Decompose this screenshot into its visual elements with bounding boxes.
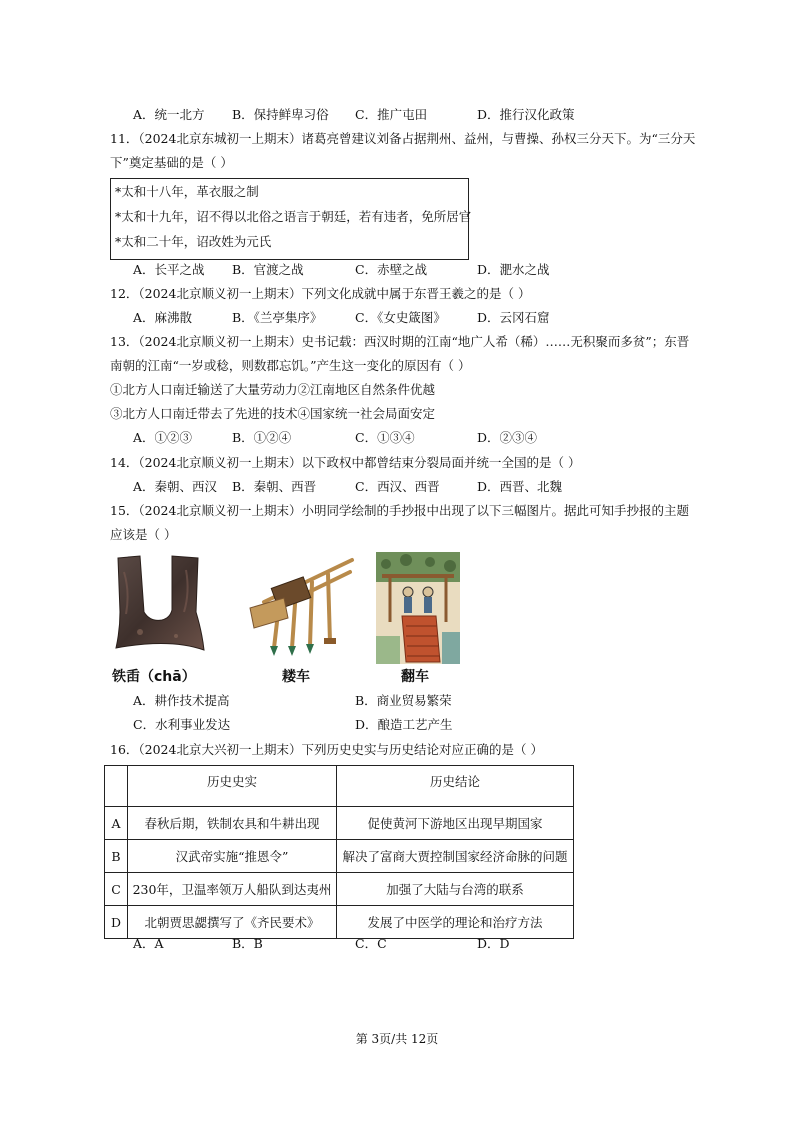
seed-drill-image (244, 552, 356, 662)
q14-option-b: B．秦朝、西晋 (232, 479, 317, 494)
row-key: B (105, 840, 128, 873)
q13-option-c: C．①③④ (355, 430, 415, 445)
row-conclusion: 促使黄河下游地区出现早期国家 (337, 807, 574, 840)
q12-option-a: A．麻沸散 (133, 310, 193, 325)
q11-option-a: A．长平之战 (133, 262, 205, 277)
q11-box-line2: *太和十九年，诏不得以北俗之语言于朝廷，若有违者，免所居官 (115, 209, 472, 224)
row-conclusion: 解决了富商大贾控制国家经济命脉的问题 (337, 840, 574, 873)
iron-spade-caption: 铁臿（chā） (112, 669, 196, 685)
iron-spade-image (110, 552, 206, 664)
q16-option-b: B．B (232, 936, 263, 951)
chain-pump-image (376, 552, 460, 664)
q13-items-line1: ①北方人口南迁输送了大量劳动力②江南地区自然条件优越 (110, 382, 436, 397)
q16-option-c: C．C (355, 936, 387, 951)
q12-stem: 12．（2024北京顺义初一上期末）下列文化成就中属于东晋王羲之的是（ ） (110, 286, 531, 301)
q16-option-a: A．A (133, 936, 164, 951)
q13-option-b: B．①②④ (232, 430, 292, 445)
q11-box-line1: *太和十八年，革衣服之制 (115, 184, 259, 199)
table-row (105, 807, 574, 840)
row-key: A (105, 807, 128, 840)
row-key: D (105, 906, 128, 939)
q16-option-d: D．D (477, 936, 510, 951)
row-conclusion: 加强了大陆与台湾的联系 (337, 873, 574, 906)
q15-option-c: C．水利事业发达 (133, 717, 231, 732)
q12-option-b: B．《兰亭集序》 (232, 310, 323, 325)
row-fact: 春秋后期，铁制农具和牛耕出现 (128, 807, 337, 840)
q10-option-c: C．推广屯田 (355, 107, 428, 122)
q12-option-c: C．《女史箴图》 (355, 310, 446, 325)
q15-option-d: D．酿造工艺产生 (355, 717, 453, 732)
q14-option-c: C．西汉、西晋 (355, 479, 440, 494)
page-footer: 第 3页/共 12页 (355, 1032, 439, 1046)
q13-option-a: A．①②③ (133, 430, 193, 445)
chain-pump-caption: 翻车 (401, 669, 429, 685)
table-row (105, 873, 574, 906)
q11-stem-line2: 下”奠定基础的是（ ） (110, 155, 233, 170)
q16-stem: 16．（2024北京大兴初一上期末）下列历史史实与历史结论对应正确的是（ ） (110, 742, 543, 757)
table-row (105, 906, 574, 939)
q11-stem-line1: 11．（2024北京东城初一上期末）诸葛亮曾建议刘备占据荆州、益州，与曹操、孙权三分天下。为“三分天 (110, 131, 696, 146)
table-header-fact: 历史史实 (128, 766, 337, 807)
q11-option-d: D．淝水之战 (477, 262, 550, 277)
q15-stem-line1: 15．（2024北京顺义初一上期末）小明同学绘制的手抄报中出现了以下三幅图片。据此可知手抄报的主题 (110, 503, 689, 518)
q11-box-line3: *太和二十年，诏改姓为元氏 (115, 234, 272, 249)
q16-table (104, 765, 574, 939)
row-fact: 汉武帝实施“推恩令” (128, 840, 337, 873)
q11-option-c: C．赤壁之战 (355, 262, 428, 277)
q11-option-b: B．官渡之战 (232, 262, 304, 277)
q14-option-d: D．西晋、北魏 (477, 479, 563, 494)
q14-stem: 14．（2024北京顺义初一上期末）以下政权中都曾结束分裂局面并统一全国的是（ ） (110, 455, 581, 470)
q15-stem-line2: 应该是（ ） (110, 527, 177, 542)
q13-stem-line1: 13．（2024北京顺义初一上期末）史书记载：西汉时期的江南“地广人希（稀）……无积聚而多贫”；东晋 (110, 334, 690, 349)
seed-drill-caption: 耧车 (282, 669, 310, 685)
q13-option-d: D．②③④ (477, 430, 538, 445)
q10-option-a: A．统一北方 (133, 107, 205, 122)
q10-option-b: B．保持鲜卑习俗 (232, 107, 329, 122)
table-row (105, 840, 574, 873)
q15-option-a: A．耕作技术提高 (133, 693, 230, 708)
q12-option-d: D．云冈石窟 (477, 310, 550, 325)
q15-option-b: B．商业贸易繁荣 (355, 693, 452, 708)
q13-stem-line2: 南朝的江南“一岁或稔，则数郡忘饥。”产生这一变化的原因有（ ） (110, 358, 471, 373)
row-fact: 230年，卫温率领万人船队到达夷州 (128, 873, 337, 906)
row-conclusion: 发展了中医学的理论和治疗方法 (337, 906, 574, 939)
table-header-key (105, 766, 128, 807)
q14-option-a: A．秦朝、西汉 (133, 479, 218, 494)
row-fact: 北朝贾思勰撰写了《齐民要术》 (128, 906, 337, 939)
row-key: C (105, 873, 128, 906)
q13-items-line2: ③北方人口南迁带去了先进的技术④国家统一社会局面安定 (110, 406, 436, 421)
table-header-row (105, 766, 574, 807)
q10-option-d: D．推行汉化政策 (477, 107, 575, 122)
table-header-conclusion: 历史结论 (337, 766, 574, 807)
q11-quote-box (110, 178, 472, 260)
